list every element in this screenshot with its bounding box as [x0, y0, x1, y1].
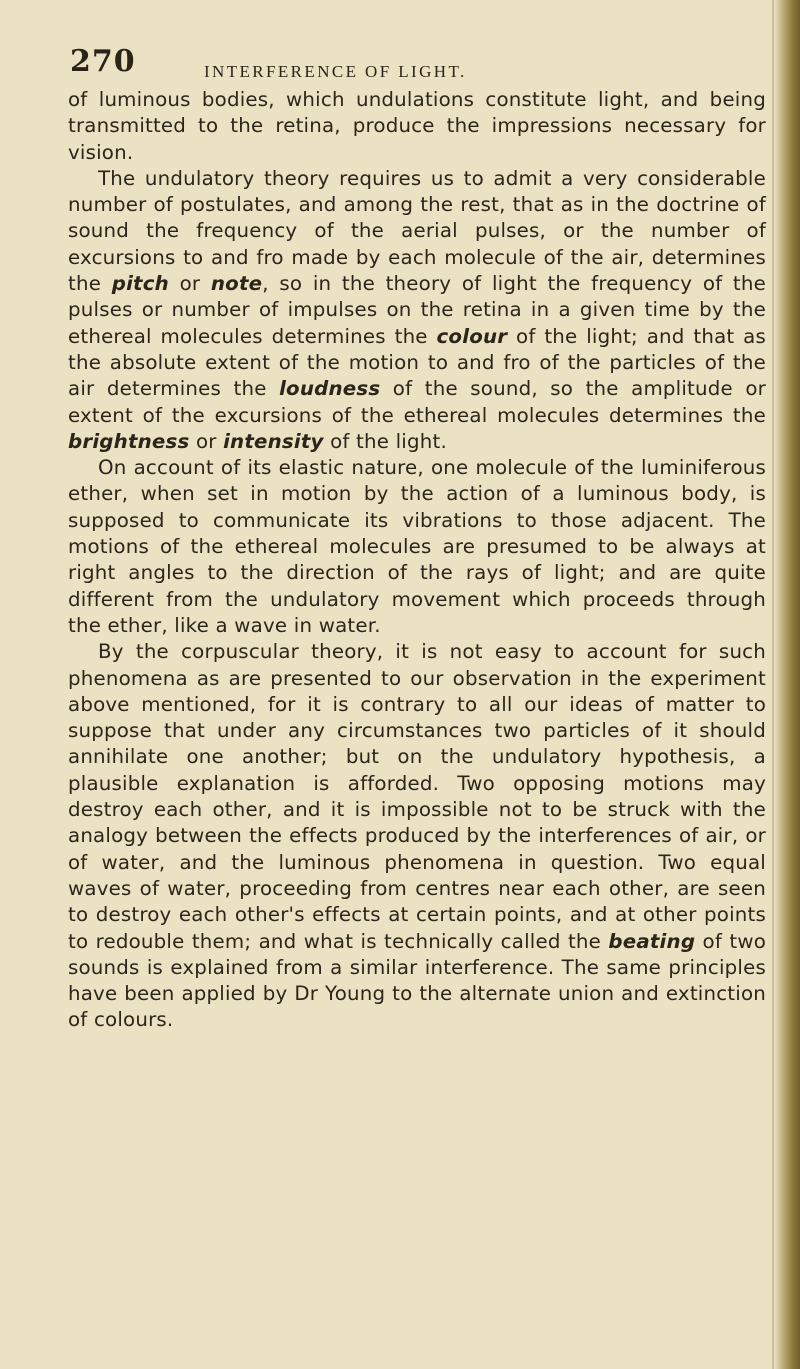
italic-note: note	[210, 272, 263, 296]
paragraph-1	[68, 87, 766, 166]
paragraph-3	[68, 455, 766, 639]
paragraph-4	[68, 639, 766, 1033]
italic-loudness: loudness	[279, 377, 381, 401]
running-head: INTERFERENCE OF LIGHT.	[204, 62, 467, 81]
paragraph-4-text-a: By the corpuscular theory, it is not easy to account for such phenomena as are presented to our observation in the experiment above mentioned, for it is contrary to all our ideas of matter to suppose that under any circumstances two particles of it should annihilate one another; but on the undulatory hypothesis, a plausible explanation is afforded. Two opposing motions may destroy each other, and it is impossible not to be struck with the analogy between the effects produced by the interferences of air, or of water, and the luminous phenomena in question. Two equal waves of water, proceeding from centres near each other, are seen to destroy each other's effects at certain points, and at other points to redouble them; and what is technically called the	[68, 640, 766, 953]
page-number: 270	[70, 44, 136, 79]
page-edge-shadow	[774, 0, 800, 1369]
italic-colour: colour	[436, 324, 508, 348]
paragraph-2-text-c: , so in the theory of light the frequency of the pulses or number of impulses on the retina in a given time by the ethereal molecules determines the	[68, 272, 766, 348]
italic-pitch: pitch	[111, 272, 169, 296]
body-text	[68, 87, 766, 1034]
italic-beating: beating	[608, 929, 696, 953]
italic-brightness: brightness	[68, 429, 190, 453]
page-header	[70, 44, 760, 84]
paragraph-4-text-b: of two sounds is explained from a similar interference. The same principles have been applied by Dr Young to the alternate union and extinction of colours.	[68, 929, 766, 1032]
paragraph-2-text-a: The undulatory theory requires us to admit a very considerable number of postulates, and among the rest, that as in the doctrine of sound the frequency of the aerial pulses, or the number of excursions to and fro made by each molecule of the air, determines the	[68, 166, 766, 296]
italic-intensity: intensity	[223, 429, 324, 453]
paragraph-1-text: of luminous bodies, which undulations constitute light, and being transmitted to the retina, produce the impressions necessary for vision.	[68, 88, 766, 164]
paragraph-2	[68, 166, 766, 455]
paragraph-2-text-g: of the light.	[323, 429, 447, 453]
paragraph-2-text-e: of the sound, so the amplitude or extent of the excursions of the ethereal molecules determines the	[68, 377, 766, 427]
paragraph-2-text-d: of the light; and that as the absolute extent of the motion to and fro of the particles of the air determines the	[68, 324, 766, 401]
paragraph-2-text-f: or	[189, 429, 224, 453]
paragraph-2-text-b: or	[168, 272, 211, 296]
paragraph-3-text: On account of its elastic nature, one molecule of the luminiferous ether, when set in motion by the action of a luminous body, is supposed to communicate its vibrations to those adjacent. The motions of the ethereal molecules are presumed to be always at right angles to the direction of the rays of light; and are quite different from the undulatory movement which proceeds through the ether, like a wave in water.	[68, 456, 766, 637]
